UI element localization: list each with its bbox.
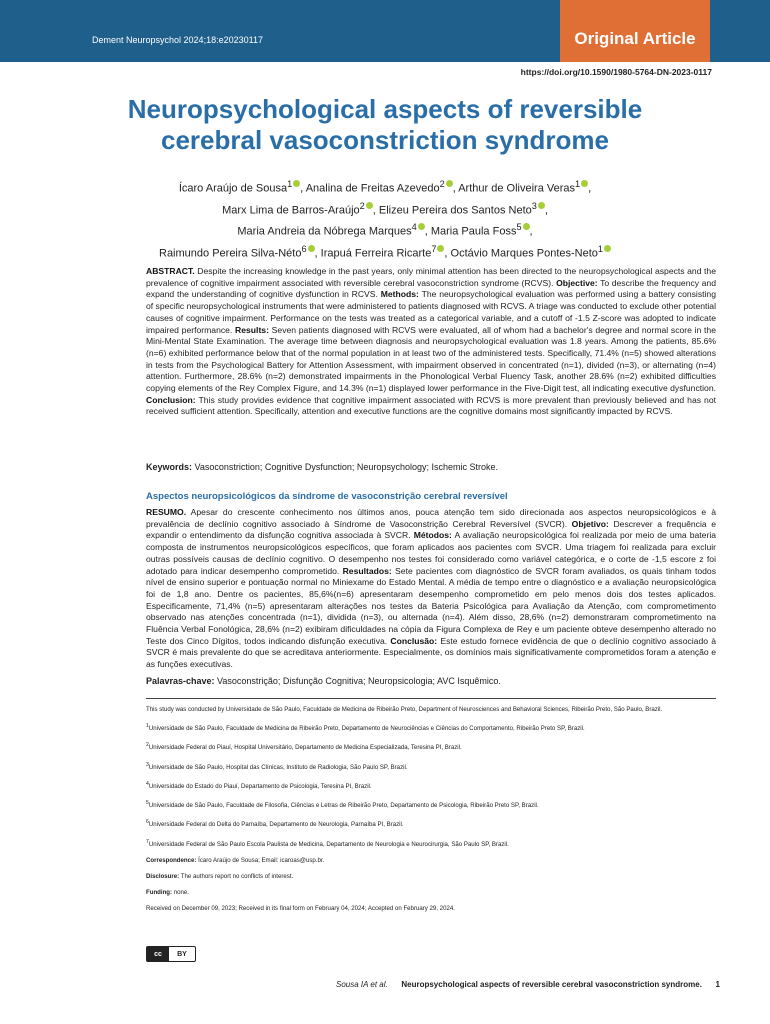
affiliation-item: $^3$Universidade de São Paulo, Hospital das Clínicas, Instituto de Radiologia, São Paulo SP, Brazil. bbox=[146, 761, 408, 771]
resumo-intro: Apesar do crescente conhecimento nos últimos anos, pouca atenção tem sido direcionada aos aspectos neuropsicológicos e à prevalência de declínio cognitivo associado à Síndrome de Vasoconstrição Cerebral Reversível (SVCR). bbox=[146, 507, 716, 529]
affiliation-item: $^4$Universidade do Estado do Piauí, Departamento de Psicologia, Teresina PI, Brazil. bbox=[146, 780, 372, 790]
author-name[interactable]: Marx Lima de Barros-Araújo bbox=[222, 204, 360, 217]
results-text: Seven patients diagnosed with RCVS were evaluated, all of whom had a bachelor's degree and normal score in the Mini-Mental State Examination. The average time between diagnosis and neuropsychological evaluation was 1.8 years. Among the patients, 85.6% (n=6) exhibited performance below that of the normal population in at least two of the administered tests. Specifically, 71.4% (n=5) showed alterations in tests from the Psychological Battery for Attention Assessment, with impairment observed in concentrated (n=1), divided (n=3), or alternating (n=4) attention. Furthermore, 28.6% (n=2) demonstrated impairments in the Phonological Verbal Fluency Task, another 28.6% (n=2) exhibited difficulties copying elements of the Rey Complex Figure, and 14.3% (n=1) displayed lower performance in the Five-Digit test, all indicating executive dysfunction. bbox=[146, 324, 716, 394]
orcid-icon[interactable] bbox=[538, 202, 545, 209]
orcid-icon[interactable] bbox=[523, 223, 530, 230]
abstract-label: ABSTRACT. bbox=[146, 266, 195, 276]
affiliation-number: 2 bbox=[439, 179, 445, 189]
abstract-intro: Despite the increasing knowledge in the past years, only minimal attention has been directed to the neuropsychological aspects and the prevalence of cognitive impairment associated with reversible cerebral vasoconstriction syndrome (RCVS). bbox=[146, 266, 716, 288]
abstract-english bbox=[146, 266, 716, 418]
keywords-english bbox=[146, 462, 716, 472]
methods-label: Methods: bbox=[380, 289, 419, 300]
objective-text: To describe the frequency and expand the understanding of cognitive dysfunction in RCVS. bbox=[146, 277, 716, 300]
received-dates: Received on December 09, 2023; Received in its final form on February 04, 2024; Accepted on February 29, 2024. bbox=[146, 905, 455, 913]
orcid-icon[interactable] bbox=[437, 245, 444, 252]
keywords-label: Keywords: bbox=[146, 462, 193, 472]
author-name[interactable]: Maria Andreia da Nóbrega Marques bbox=[237, 225, 412, 238]
study-conducted-note: This study was conducted by Universidade de São Paulo, Faculdade de Medicina de Ribeirão Preto, Department of Neurosciences and Behavioral Sciences, Ribeirão Preto, São Paulo, Brazil. bbox=[146, 706, 663, 713]
affiliation-number: 2 bbox=[359, 200, 365, 211]
author-name[interactable]: Arthur de Oliveira Veras bbox=[458, 182, 575, 195]
orcid-icon[interactable] bbox=[366, 202, 373, 209]
results-label: Results: bbox=[235, 324, 269, 335]
cc-icon: cc bbox=[147, 947, 169, 961]
author-name[interactable]: Raimundo Pereira Silva-Néto bbox=[159, 247, 302, 260]
palavras-label: Palavras-chave: bbox=[146, 676, 215, 686]
affiliation-number: 1 bbox=[575, 179, 581, 189]
metodos-label: Métodos: bbox=[413, 530, 452, 541]
orcid-icon[interactable] bbox=[418, 223, 425, 230]
affiliation-number: 4 bbox=[411, 222, 417, 233]
author-name[interactable]: Elizeu Pereira dos Santos Neto bbox=[378, 204, 532, 217]
footer-authors: Sousa IA et al. bbox=[336, 980, 388, 989]
resultados-text: Sete pacientes com diagnóstico de SVCR foram avaliados, os quais tinham todos nível de ensino superior e pontuação normal no Miniexame do Estado Mental. A média de tempo entre o diagnóstico e a avaliação neuropsicológica foi de 1,8 ano. Dentre os pacientes, 85,6%(n=6) apresentaram desempenho comprometido em pelo menos dois dos testes aplicados. Especificamente, 71,4% (n=5) apresentaram alterações nos testes da Bateria Psicológica para Avaliação da Atenção, com comprometimento observado nas atenções concentrada (n=1), dividida (n=3), ou alternada (n=4). Além disso, 28,6% (n=2) demonstraram comprometimento na Fluência Verbal Fonológica, 28,6% (n=2) exibiram dificuldades na cópia da Figura Complexa de Rey e um paciente obteve desempenho alterado no Teste dos Cinco Dígitos, todos indicando disfunção executiva. bbox=[146, 565, 716, 646]
affiliation-number: 5 bbox=[516, 222, 522, 233]
portuguese-title: Aspectos neuropsicológicos da síndrome de vasoconstrição cerebral reversível bbox=[146, 491, 508, 502]
methods-text: The neuropsychological evaluation was performed using a battery consisting of specific neuropsychological instruments that were administered to patients diagnosed with RCVS. A triage was conducted to exclude other potential causes of cognitive impairment. Performance on the tests was treated as a categorical variable, and a cutoff of -1.5 Z-score was adopted to indicate impaired performance. bbox=[146, 289, 716, 335]
page-number: 1 bbox=[715, 980, 720, 989]
orcid-icon[interactable] bbox=[604, 245, 611, 252]
conclusao-label: Conclusão: bbox=[390, 635, 438, 646]
author-name[interactable]: Irapuá Ferreira Ricarte bbox=[320, 247, 432, 260]
article-type-badge: Original Article bbox=[560, 0, 710, 62]
affiliation-item: $^5$Universidade de São Paulo, Faculdade de Filosofia, Ciências e Letras de Ribeirão Preto, Departamento de Psicologia, Ribeirão Preto SP, Brazil. bbox=[146, 800, 539, 810]
affiliation-number: 3 bbox=[531, 200, 537, 211]
orcid-icon[interactable] bbox=[446, 180, 453, 187]
author-name[interactable]: Analina de Freitas Azevedo bbox=[305, 182, 440, 195]
author-name[interactable]: Octávio Marques Pontes-Neto bbox=[450, 247, 598, 260]
conclusion-text: This study provides evidence that cognitive impairment associated with RCVS is more prevalent than previously believed and has not received sufficient attention. Specifically, attention and executive functions are the cognitive domains most significantly impacted by RCVS. bbox=[146, 394, 716, 417]
objetivo-label: Objetivo: bbox=[571, 518, 609, 529]
disclosure-note: Disclosure: The authors report no conflicts of interest. bbox=[146, 872, 294, 880]
affiliation-item: $^6$Universidade Federal do Delta do Parnaíba, Departamento de Neurologia, Parnaíba PI, Brazil. bbox=[146, 819, 404, 829]
metodos-text: A avaliação neuropsicológica foi realizada por meio de uma bateria composta de instrumentos neuropsicológicos específicos, que foram aplicados aos pacientes com SVCR. Uma triagem foi realizada para excluir outras possíveis causas de declínio cognitivo. O desempenho nos testes foi considerado como variável categórica, e o corte de -1,5 escore z foi adotado para indicar desempenho comprometido. bbox=[146, 530, 717, 576]
author-name[interactable]: Maria Paula Foss bbox=[430, 225, 517, 238]
funding-note: Funding: none. bbox=[146, 889, 190, 897]
keywords-portuguese bbox=[146, 676, 716, 686]
section-divider bbox=[146, 698, 716, 699]
affiliation-number: 6 bbox=[301, 243, 307, 254]
palavras-text: Vasoconstrição; Disfunção Cognitiva; Neuropsicologia; AVC Isquêmico. bbox=[214, 676, 501, 686]
orcid-icon[interactable] bbox=[293, 180, 300, 187]
affiliation-item: $^1$Universidade de São Paulo, Faculdade de Medicina de Ribeirão Preto, Departamento de Neurociências e Ciências do Comportamento, Ribeirão Preto SP, Brazil. bbox=[146, 723, 585, 733]
abstract-portuguese bbox=[146, 507, 716, 671]
by-label: BY bbox=[177, 950, 187, 958]
article-title: Neuropsychological aspects of reversible cerebral vasoconstriction syndrome bbox=[127, 94, 643, 155]
page-footer bbox=[336, 980, 720, 989]
orcid-icon[interactable] bbox=[581, 180, 588, 187]
affiliation-item: $^7$Universidade Federal de São Paulo Escola Paulista de Medicina, Departamento de Neurologia e Neurocirurgia, São Paulo SP, Brazil. bbox=[146, 838, 509, 848]
footer-title: Neuropsychological aspects of reversible cerebral vasoconstriction syndrome. bbox=[401, 980, 702, 989]
conclusao-text: Este estudo fornece evidência de que o declínio cognitivo associado à SVCR é mais prevalente do que se acreditava anteriormente. Especialmente, os domínios mais significativamente comprometidos foram a atenção e as funções executivas. bbox=[146, 635, 716, 670]
conclusion-label: Conclusion: bbox=[146, 394, 196, 405]
cc-by-license-badge[interactable] bbox=[146, 946, 196, 962]
orcid-icon[interactable] bbox=[308, 245, 315, 252]
author-name[interactable]: Ícaro Araújo de Sousa bbox=[178, 182, 288, 195]
objetivo-text: Descrever a frequência e expandir o entendimento da disfunção cognitiva associada à SVCR. bbox=[146, 518, 716, 541]
journal-citation: Dement Neuropsychol 2024;18:e20230117 bbox=[92, 35, 263, 45]
affiliation-item: $^2$Universidade Federal do Piauí, Hospital Universitário, Departamento de Medicina Especializada, Teresina PI, Brazil. bbox=[146, 742, 462, 752]
keywords-text: Vasoconstriction; Cognitive Dysfunction; Neuropsychology; Ischemic Stroke. bbox=[192, 462, 498, 472]
affiliation-number: 1 bbox=[287, 179, 293, 189]
affiliation-number: 7 bbox=[431, 243, 437, 254]
author-list: Ícaro Araújo de Sousa$^1$ , Analina de Freitas Azevedo$^2$ , Arthur de Oliveira Veras$^1$ , Marx Lima de Barros-Araújo$^2$ , Elizeu Pereira dos Santos Neto$^3$ , Maria Andreia da Nóbrega Marques$^4$ , Maria Paula Foss$^5$ , Raimundo Pereira Silva-Néto$^6$ , Irapuá Ferreira Ricarte$^7$ , Octávio Marques Pontes-Neto$^1$ bbox=[100, 176, 670, 263]
objective-label: Objective: bbox=[556, 277, 598, 288]
article-notes bbox=[146, 706, 716, 921]
correspondence-note: Correspondence: Ícaro Araújo de Sousa; Email: icaroas@usp.br. bbox=[146, 856, 325, 864]
doi-link[interactable]: https://doi.org/10.1590/1980-5764-DN-2023-0117 bbox=[520, 67, 712, 77]
affiliation-number: 1 bbox=[597, 243, 603, 254]
resumo-label: RESUMO. bbox=[146, 507, 187, 517]
resultados-label: Resultados: bbox=[342, 565, 392, 576]
